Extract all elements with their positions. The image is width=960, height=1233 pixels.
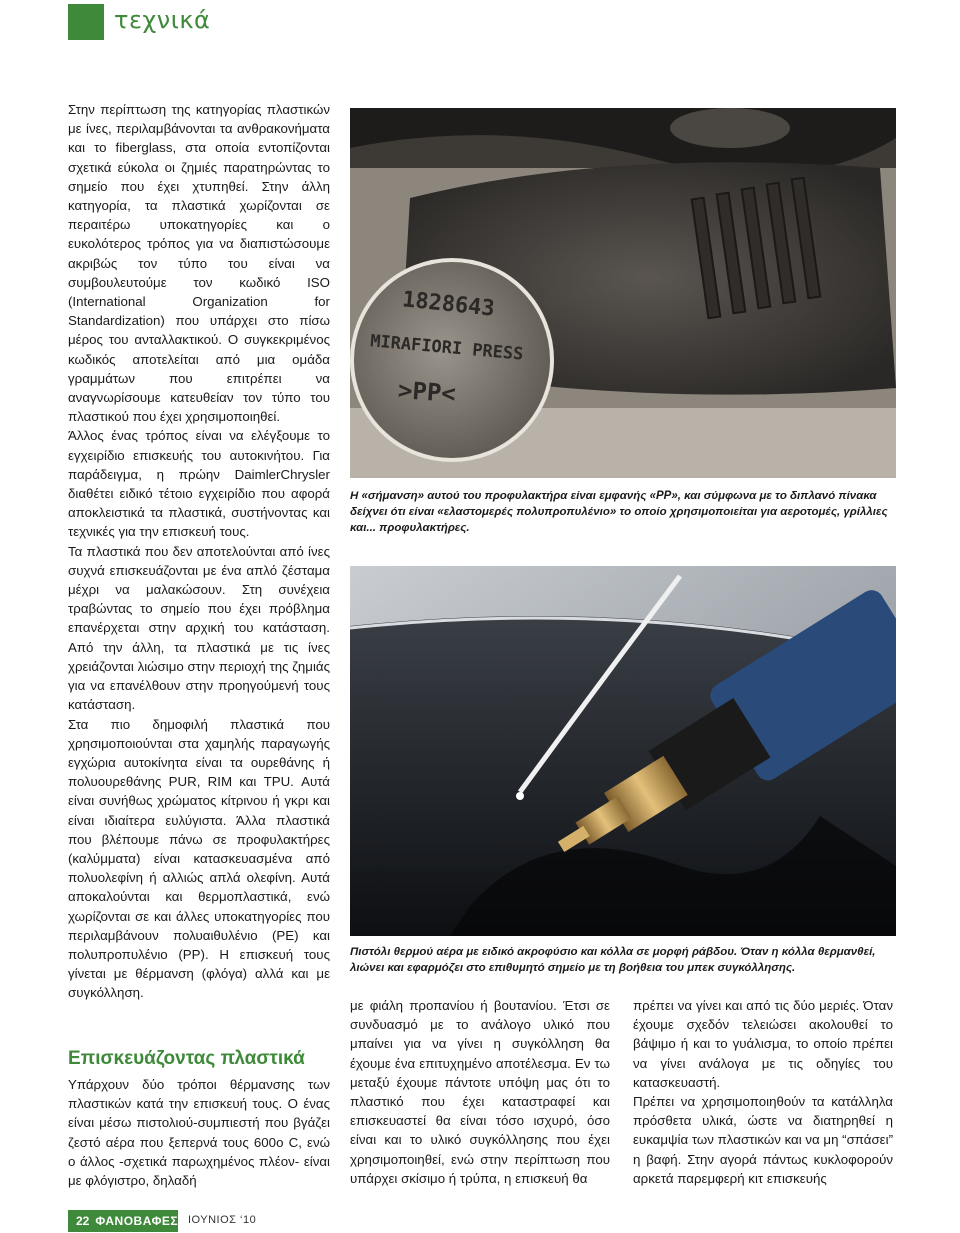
- stamp-line2: MIRAFIORI PRESS: [369, 331, 525, 365]
- hot-air-gun-photo: [350, 566, 896, 936]
- photo-caption: Η «σήμανση» αυτού του προφυλακτήρα είναι εμφανής «PP», και σύμφωνα με το διπλανό πίνακα δείχνει ότι είναι «ελαστομερές πολυπροπυλένιο» το οποίο χρησιμοποιείται για αεροτομές, γρίλλιες και... προφυλακτήρες.: [350, 490, 888, 534]
- photo-caption: Πιστόλι θερμού αέρα με ειδικό ακροφύσιο και κόλλα σε μορφή ράβδου. Όταν η κόλλα θερμανθεί, λιώνει και εφαρμόζει στο επιθυμητό σημείο με τη βοήθεια του μπεκ συγκόλλησης.: [350, 946, 876, 974]
- paragraph: Τα πλαστικά που δεν αποτελούνται από ίνες συχνά επισκευάζονται με ένα απλό ζέσταμα μέχρι να μαλακώσουν. Στη συνέχεια τραβώντας το σημείο που έχει πρόβλημα επανέρχεται στην αρχική του κατάσταση. Από την άλλη, τα πλαστικά με τις ίνες χρειάζονται λιώσιμο στην περιοχή της ζημιάς για να επανέλθουν στην προηγούμενή τους κατάσταση.: [68, 543, 330, 713]
- hot-air-gun-illustration: [350, 566, 896, 936]
- page-number: 22: [76, 1214, 90, 1228]
- stamp-number: 1828643: [400, 287, 496, 322]
- paragraph: Στα πιο δημοφιλή πλαστικά που χρησιμοποιούνται στα χαμηλής παραγωγής εγχώρια αυτοκίνητα είναι τα ουρεθάνης ή πολυουρεθάνης PUR, RIM και TPU. Αυτά είναι συνήθως χρώματος κίτρινου ή γκρι και είναι ιδιαίτερα ευλύγιστα. Άλλα πλαστικά που βλέπουμε πάνω σε προφυλακτήρες (καλύμματα) είναι κατασκευασμένα από πολυολεφίνη ή αλλιώς απλά ολεφίνη. Αυτά αποκαλούνται και θερμοπλαστικά, ενώ χωρίζονται σε και άλλες υποκατηγορίες που περιλαμβάνουν πολυαιθυλένιο (PE) και πολυπροπυλένιο (PP). Η επισκευή τους γίνεται με θέρμανση (φλόγα) αλλά και με συγκόλληση.: [68, 716, 330, 1001]
- bumper-stamp-photo: [350, 108, 896, 478]
- section-marker: [68, 4, 104, 40]
- paragraph: με φιάλη προπανίου ή βουτανίου. Έτσι σε συνδυασμό με το ανάλογο υλικό που μπαίνει για να γίνει η συγκόλληση θα έχουμε ένα επιτυχημένο αποτέλεσμα. Εν τω μεταξύ έχουμε πάντοτε υπόψη μας ότι το πλαστικό που έχει καταστραφεί και επισκευαστεί θα είναι τόσο ισχυρό, όσο είναι και το υλικό συγκόλλησης που έχει χρησιμοποιηθεί, ενώ στην περίπτωση που υπάρχει σκίσιμο ή τρύπα, η επισκευή θα: [350, 998, 610, 1186]
- column-1-continued: [68, 1075, 330, 1190]
- paragraph: Στην περίπτωση της κατηγορίας πλαστικών με ίνες, περιλαμβάνονται τα ανθρακονήματα και το fiberglass, στα οποία εντοπίζονται σχετικά εύκολα οι ζημιές παρατηρώντας το σημείο που έχει χτυπηθεί. Στην άλλη κατηγορία, τα πλαστικά χωρίζονται σε περαιτέρω υποκατηγορίες και ο ευκολότερος τρόπος για να διαπιστώσουμε ακριβώς τον τύπο του είναι να συμβουλευτούμε τον κωδικό ISO (International Organization for Standardization) που υπάρχει στο πίσω μέρος του ανταλλακτικού. Ο συγκεκριμένος κωδικός αποτελείται από μια ομάδα γραμμάτων που επιτρέπει να αναγνωρίσουμε κατευθείαν τον τύπο του πλαστικού που έχει χρησιμοποιηθεί.: [68, 102, 330, 425]
- paragraph: Άλλος ένας τρόπος είναι να ελέγξουμε το εγχειρίδιο επισκευής του αυτοκινήτου. Για παράδειγμα, η πρώην DaimlerChrysler διαθέτει ειδικό τέτοιο εγχειρίδιο που αφορά αποκλειστικά τα πλαστικά, συστήνοντας και τεχνικές για την επισκευή τους.: [68, 428, 330, 540]
- column-3: [633, 996, 893, 1188]
- paragraph: πρέπει να γίνει και από τις δύο μεριές. Όταν έχουμε σχεδόν τελειώσει ακολουθεί το βάψιμο ή και το γυάλισμα, το οποίο πρέπει να γίνει ανάλογα με τις οδηγίες του κατασκευαστή.: [633, 998, 893, 1090]
- magazine-name: ΦΑΝΟΒΑΦΕΣ: [95, 1214, 179, 1228]
- footer-bar: [68, 1210, 178, 1232]
- column-1: [68, 100, 330, 1003]
- subheading: Επισκευάζοντας πλαστικά: [68, 1048, 305, 1069]
- column-2: [350, 996, 610, 1188]
- section-title: τεχνικά: [114, 6, 211, 34]
- paragraph: Υπάρχουν δύο τρόποι θέρμανσης των πλαστικών κατά την επισκευή τους. Ο ένας είναι μέσω πιστολιού-συμπιεστή που βγάζει ζεστό αέρα που ξεπερνά τους 600ο C, ενώ ο άλλος -σχετικά παρωχημένος πλέον- είναι με φλόγιστρο, δηλαδή: [68, 1077, 330, 1189]
- paragraph: Πρέπει να χρησιμοποιηθούν τα κατάλληλα πρόσθετα υλικά, ώστε να διατηρηθεί η ευκαμψία των πλαστικών και να μη “σπάσει” η βαφή. Στην αγορά πάντως κυκλοφορούν αρκετά παρεμφερή κιτ επισκευής: [633, 1094, 893, 1186]
- issue-date: ΙΟΥΝΙΟΣ ‘10: [188, 1214, 257, 1226]
- stamp-code: >PP<: [397, 376, 457, 408]
